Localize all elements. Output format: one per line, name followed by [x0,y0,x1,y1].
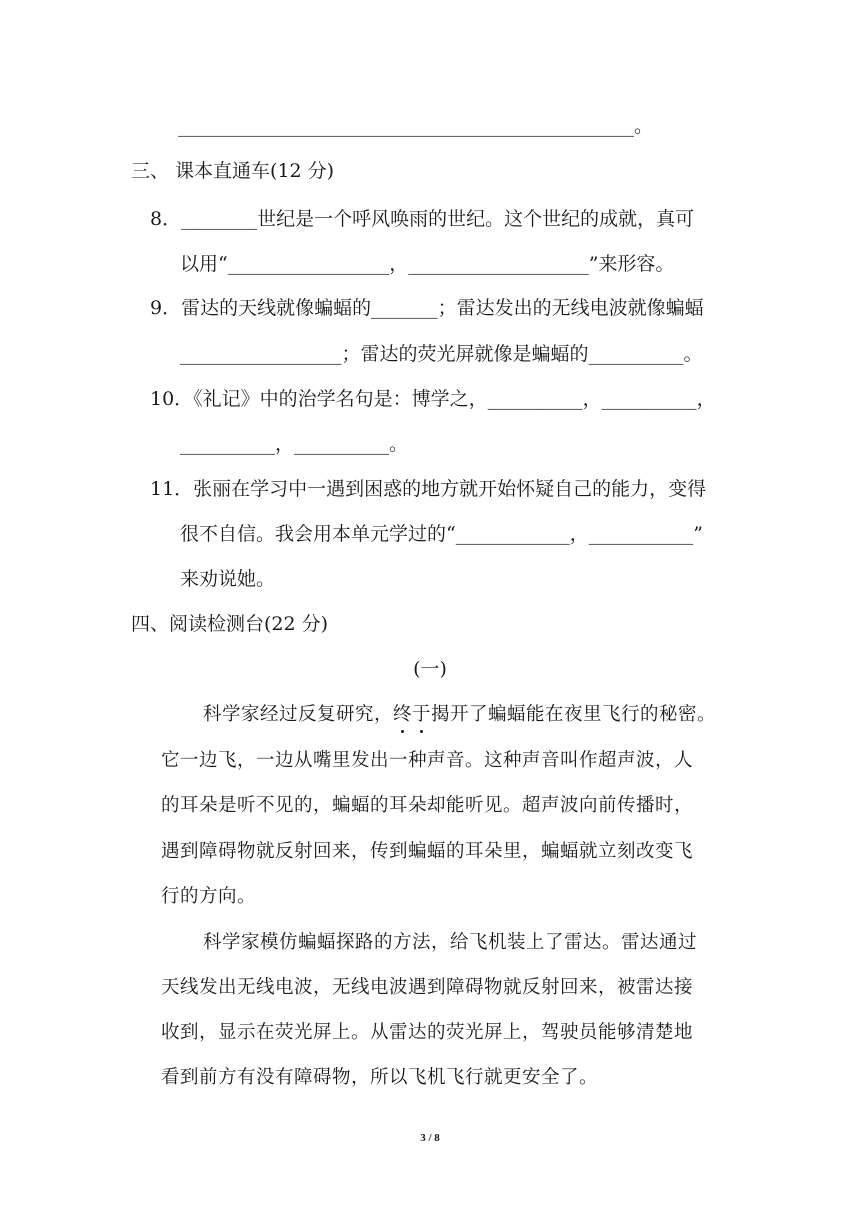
para-1-text-end: 揭开了蝙蝠能在夜里飞行的秘密。 [431,704,717,725]
para-1-text-start: 科学家经过反复研究， [203,704,394,725]
emphasis-dot-char: 终 [393,701,412,729]
passage-1-subheading: (一) [413,658,447,680]
passage-para-2-line-2: 天线发出无线电波，无线电波遇到障碍物就反射回来，被雷达接 [161,977,694,998]
section-4-heading: 四、阅读检测台(22 分) [131,613,329,635]
answer-line-continuation: ________________________________________________。 [178,115,654,137]
question-9-line-1: 9．雷达的天线就像蝙蝠的_______；雷达发出的无线电波就像蝙蝠 [150,297,704,319]
question-11-line-3: 来劝说她。 [180,568,276,590]
passage-para-1-line-1 [203,701,716,729]
emphasis-dot-char: 于 [412,701,431,729]
question-8-line-2: 以用“_________________，___________________”来形容。 [180,253,675,275]
section-3-heading: 三、 课本直通车(12 分) [131,160,335,182]
question-10-line-1: 10．《礼记》中的治学名句是：博学之，__________，__________， [150,388,716,410]
question-8-line-1: 8．________世纪是一个呼风唤雨的世纪。这个世纪的成就，真可 [150,208,695,230]
page-number: 3 / 8 [420,1132,440,1144]
passage-para-1-line-4: 遇到障碍物就反射回来，传到蝙蝠的耳朵里，蝙蝠就立刻改变飞 [161,841,694,862]
passage-para-2-line-3: 收到，显示在荧光屏上。从雷达的荧光屏上，驾驶员能够清楚地 [161,1022,694,1043]
passage-para-1-line-3: 的耳朵是听不见的，蝙蝠的耳朵却能听见。超声波向前传播时， [161,795,694,816]
question-11-line-1: 11．张丽在学习中一遇到困惑的地方就开始怀疑自己的能力，变得 [150,478,707,500]
question-10-line-2: __________，__________。 [180,433,409,455]
passage-para-2-line-1: 科学家模仿蝙蝠探路的方法，给飞机装上了雷达。雷达通过 [203,932,698,953]
passage-para-2-line-4: 看到前方有没有障碍物，所以飞机飞行就更安全了。 [161,1067,599,1088]
question-9-line-2: _________________；雷达的荧光屏就像是蝙蝠的__________。 [180,343,703,365]
passage-para-1-line-5: 行的方向。 [161,886,257,907]
question-11-line-2: 很不自信。我会用本单元学过的“____________，___________” [180,523,703,545]
passage-para-1-line-2: 它一边飞，一边从嘴里发出一种声音。这种声音叫作超声波，人 [161,750,694,771]
